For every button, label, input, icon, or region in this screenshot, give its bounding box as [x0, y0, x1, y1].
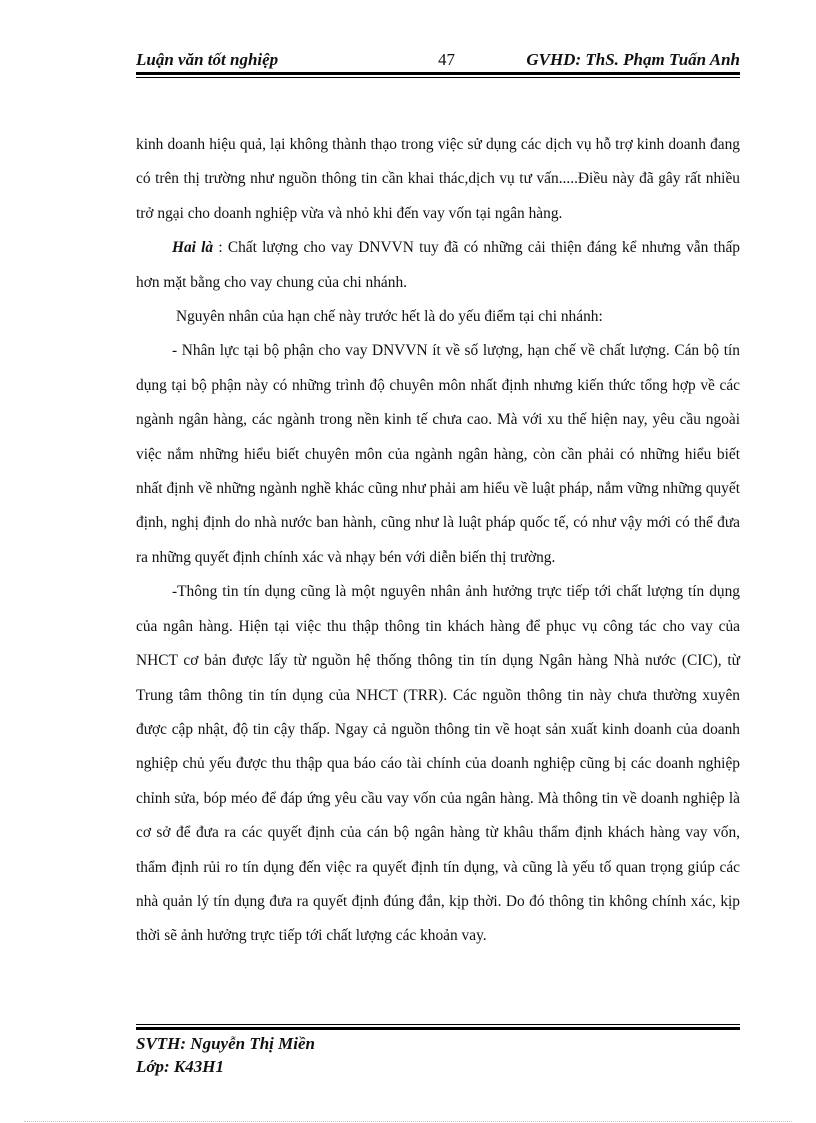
- paragraph-2-lead: Hai là: [172, 239, 214, 257]
- page-footer: [136, 1032, 315, 1078]
- paragraph-3: Nguyên nhân của hạn chế này trước hết là do yếu điểm tại chi nhánh:: [176, 308, 603, 326]
- paragraph-4: - Nhân lực tại bộ phận cho vay DNVVN ít về số lượng, hạn chế về chất lượng. Cán bộ tín dụng tại bộ phận này có những trình độ chuyên môn nhất định nhưng kiến thức tổng hợp về các ngành ngân hàng, các ngành trong nền kinh tế chưa cao. Mà với xu thế hiện nay, yêu cầu ngoài việc nắm những hiểu biết chuyên môn của ngành ngân hàng, còn cần phải có những hiểu biết nhất định về những ngành nghề khác cũng như phải am hiểu về luật pháp, nắm vững những quyết định, nghị định do nhà nước ban hành, cũng như là luật pháp quốc tế, có như vậy mới có thể đưa ra những quyết định chính xác và nhạy bén với diễn biến thị trường.: [136, 342, 740, 566]
- thesis-title: Luận văn tốt nghiệp: [136, 50, 279, 69]
- footer-rule-thin: [136, 1024, 740, 1025]
- page-header: [136, 46, 740, 72]
- header-rule-thin: [136, 77, 740, 78]
- document-body: [136, 128, 740, 954]
- class-code: Lớp: K43H1: [136, 1057, 224, 1076]
- paragraph-2: [136, 231, 740, 300]
- student-name: SVTH: Nguyễn Thị Miền: [136, 1034, 315, 1053]
- paragraph-5: -Thông tin tín dụng cũng là một nguyên nhân ảnh hưởng trực tiếp tới chất lượng tín dụng của ngân hàng. Hiện tại việc thu thập thông tin khách hàng để phục vụ công tác cho vay của NHCT cơ bản được lấy từ nguồn hệ thống thông tin tín dụng Ngân hàng Nhà nước (CIC), từ Trung tâm thông tin tín dụng của NHCT (TRR). Các nguồn thông tin này chưa thường xuyên được cập nhật, độ tin cậy thấp. Ngay cả nguồn thông tin về hoạt sản xuất kinh doanh của doanh nghiệp chủ yếu được thu thập qua báo cáo tài chính của doanh nghiệp cũng bị các doanh nghiệp chỉnh sửa, bóp méo để đáp ứng yêu cầu vay vốn của ngân hàng. Mà thông tin về doanh nghiệp là cơ sở để đưa ra các quyết định của cán bộ ngân hàng từ khâu thẩm định khách hàng vay vốn, thẩm định rủi ro tín dụng đến việc ra quyết định tín dụng, và cũng là yếu tố quan trọng giúp các nhà quản lý tín dụng đưa ra quyết định đúng đắn, kịp thời. Do đó thông tin không chính xác, kịp thời sẽ ảnh hưởng trực tiếp tới chất lượng các khoản vay.: [136, 583, 740, 945]
- page-bottom-dotted-line: [24, 1121, 792, 1122]
- footer-rule-thick: [136, 1027, 740, 1030]
- supervisor-name: GVHD: ThS. Phạm Tuấn Anh: [526, 50, 740, 69]
- header-rule-thick: [136, 72, 740, 75]
- paragraph-2-text: : Chất lượng cho vay DNVVN tuy đã có những cải thiện đáng kể nhưng vẫn thấp hơn mặt bằng cho vay chung của chi nhánh.: [136, 239, 740, 291]
- page-number: 47: [438, 50, 455, 69]
- paragraph-1: kinh doanh hiệu quả, lại không thành thạo trong việc sử dụng các dịch vụ hỗ trợ kinh doanh đang có trên thị trường như nguồn thông tin cần khai thác,dịch vụ tư vấn.....Điều này đã gây rất nhiều trở ngại cho doanh nghiệp vừa và nhỏ khi đến vay vốn tại ngân hàng.: [136, 136, 740, 222]
